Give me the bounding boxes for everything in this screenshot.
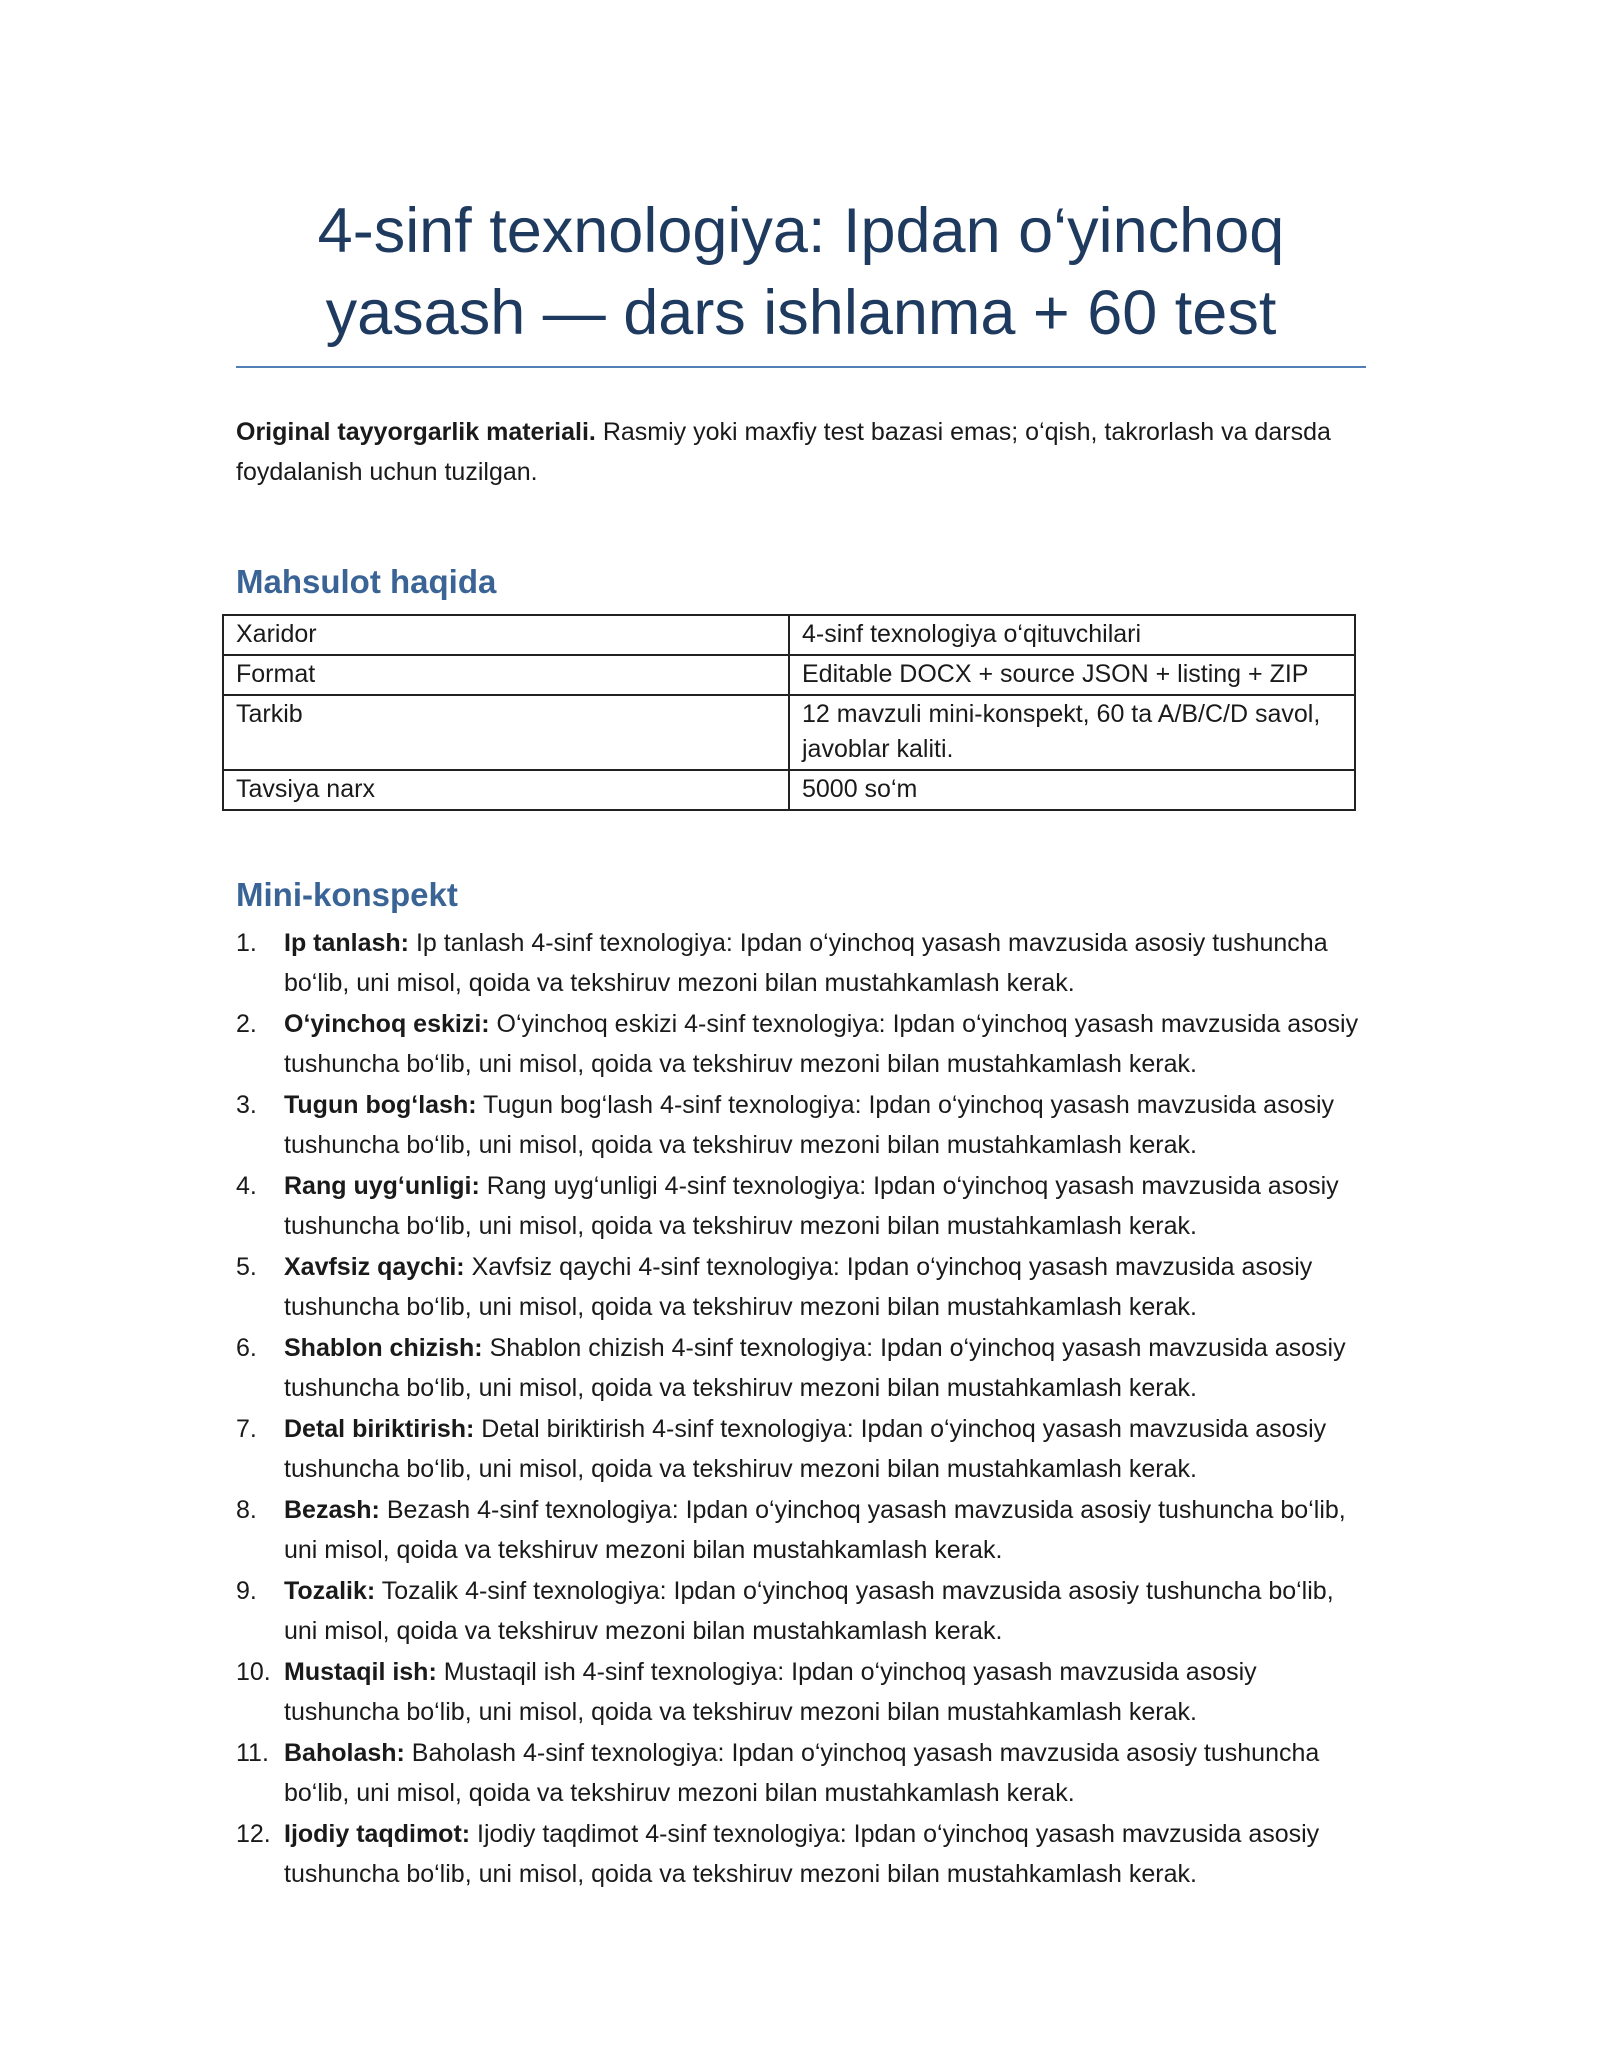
intro-bold-lead: Original tayyorgarlik materiali. [236,418,596,446]
list-item-text: Mustaqil ish 4-sinf texnologiya: Ipdan o‘yinchoq yasash mavzusida asosiy tushuncha bo‘lib, uni misol, qoida va tekshiruv mezoni bilan mustahkamlash kerak. [284,1658,1257,1726]
section-heading-mini-konspekt: Mini-konspekt [236,876,458,913]
table-cell-value: Editable DOCX + source JSON + listing + ZIP [789,655,1355,695]
list-item-term: O‘yinchoq eskizi: [284,1010,490,1038]
list-item-term: Tozalik: [284,1577,376,1605]
list-item-number: 3. [236,1091,257,1119]
table-row [223,655,1355,695]
list-item [236,1571,1366,1651]
list-item-term: Ip tanlash: [284,929,410,957]
list-item-text: Baholash 4-sinf texnologiya: Ipdan o‘yinchoq yasash mavzusida asosiy tushuncha bo‘lib, uni misol, qoida va tekshiruv mezoni bilan mustahkamlash kerak. [284,1739,1320,1807]
list-item-number: 1. [236,929,257,957]
list-item [236,1490,1366,1570]
table-cell-value: 5000 so‘m [789,770,1355,810]
product-info-table [222,614,1356,811]
list-item-number: 8. [236,1496,257,1524]
list-item-text: Ip tanlash 4-sinf texnologiya: Ipdan o‘yinchoq yasash mavzusida asosiy tushuncha bo‘lib, uni misol, qoida va tekshiruv mezoni bilan mustahkamlash kerak. [284,929,1328,997]
list-item-text: Detal biriktirish 4-sinf texnologiya: Ipdan o‘yinchoq yasash mavzusida asosiy tushuncha bo‘lib, uni misol, qoida va tekshiruv mezoni bilan mustahkamlash kerak. [284,1415,1327,1483]
table-cell-label: Xaridor [223,615,789,655]
table-cell-label: Format [223,655,789,695]
list-item-term: Baholash: [284,1739,405,1767]
table-cell-label: Tavsiya narx [223,770,789,810]
list-item-text: Shablon chizish 4-sinf texnologiya: Ipdan o‘yinchoq yasash mavzusida asosiy tushuncha bo‘lib, uni misol, qoida va tekshiruv mezoni bilan mustahkamlash kerak. [284,1334,1346,1402]
list-item-term: Ijodiy taqdimot: [284,1820,471,1848]
list-item-text: Tugun bog‘lash 4-sinf texnologiya: Ipdan o‘yinchoq yasash mavzusida asosiy tushuncha bo‘lib, uni misol, qoida va tekshiruv mezoni bilan mustahkamlash kerak. [284,1091,1335,1159]
list-item [236,1733,1366,1813]
list-item-term: Bezash: [284,1496,380,1524]
list-item-term: Xavfsiz qaychi: [284,1253,465,1281]
list-item-text: O‘yinchoq eskizi 4-sinf texnologiya: Ipdan o‘yinchoq yasash mavzusida asosiy tushuncha bo‘lib, uni misol, qoida va tekshiruv mezoni bilan mustahkamlash kerak. [284,1010,1359,1078]
list-item-text: Ijodiy taqdimot 4-sinf texnologiya: Ipdan o‘yinchoq yasash mavzusida asosiy tushuncha bo‘lib, uni misol, qoida va tekshiruv mezoni bilan mustahkamlash kerak. [284,1820,1320,1888]
list-item [236,1085,1366,1165]
list-item-number: 9. [236,1577,257,1605]
list-item-number: 5. [236,1253,257,1281]
list-item-number: 7. [236,1415,257,1443]
intro-paragraph [236,412,1366,492]
table-row [223,615,1355,655]
section-heading-about: Mahsulot haqida [236,563,497,600]
mini-konspekt-list [236,923,1366,1894]
list-item-number: 12. [236,1820,271,1848]
table-cell-value: 4-sinf texnologiya o‘qituvchilari [789,615,1355,655]
list-item-text: Xavfsiz qaychi 4-sinf texnologiya: Ipdan o‘yinchoq yasash mavzusida asosiy tushuncha bo‘lib, uni misol, qoida va tekshiruv mezoni bilan mustahkamlash kerak. [284,1253,1313,1321]
list-item-number: 6. [236,1334,257,1362]
list-item [236,1166,1366,1246]
list-item-term: Rang uyg‘unligi: [284,1172,480,1200]
list-item-number: 11. [236,1739,269,1767]
list-item [236,1247,1366,1327]
list-item-term: Detal biriktirish: [284,1415,475,1443]
table-cell-value: 12 mavzuli mini-konspekt, 60 ta A/B/C/D savol, javoblar kaliti. [789,695,1355,770]
list-item-term: Mustaqil ish: [284,1658,437,1686]
intro-text: Rasmiy yoki maxfiy test bazasi emas; o‘qish, takrorlash va darsda foydalanish uchun tuzilgan. [236,418,1331,486]
list-item-number: 2. [236,1010,257,1038]
list-item-term: Shablon chizish: [284,1334,483,1362]
list-item [236,1652,1366,1732]
table-cell-label: Tarkib [223,695,789,770]
list-item-number: 4. [236,1172,257,1200]
list-item-text: Tozalik 4-sinf texnologiya: Ipdan o‘yinchoq yasash mavzusida asosiy tushuncha bo‘lib, uni misol, qoida va tekshiruv mezoni bilan mustahkamlash kerak. [284,1577,1334,1645]
list-item-number: 10. [236,1658,271,1686]
list-item-text: Bezash 4-sinf texnologiya: Ipdan o‘yinchoq yasash mavzusida asosiy tushuncha bo‘lib, uni misol, qoida va tekshiruv mezoni bilan mustahkamlash kerak. [284,1496,1346,1564]
table-row [223,770,1355,810]
list-item [236,923,1366,1003]
list-item [236,1328,1366,1408]
list-item-term: Tugun bog‘lash: [284,1091,477,1119]
document-title: 4-sinf texnologiya: Ipdan o‘yinchoq yasash — dars ishlanma + 60 test [236,190,1366,368]
document-page [236,190,1366,1895]
list-item [236,1409,1366,1489]
list-item [236,1004,1366,1084]
list-item-text: Rang uyg‘unligi 4-sinf texnologiya: Ipdan o‘yinchoq yasash mavzusida asosiy tushuncha bo‘lib, uni misol, qoida va tekshiruv mezoni bilan mustahkamlash kerak. [284,1172,1339,1240]
table-row [223,695,1355,770]
list-item [236,1814,1366,1894]
